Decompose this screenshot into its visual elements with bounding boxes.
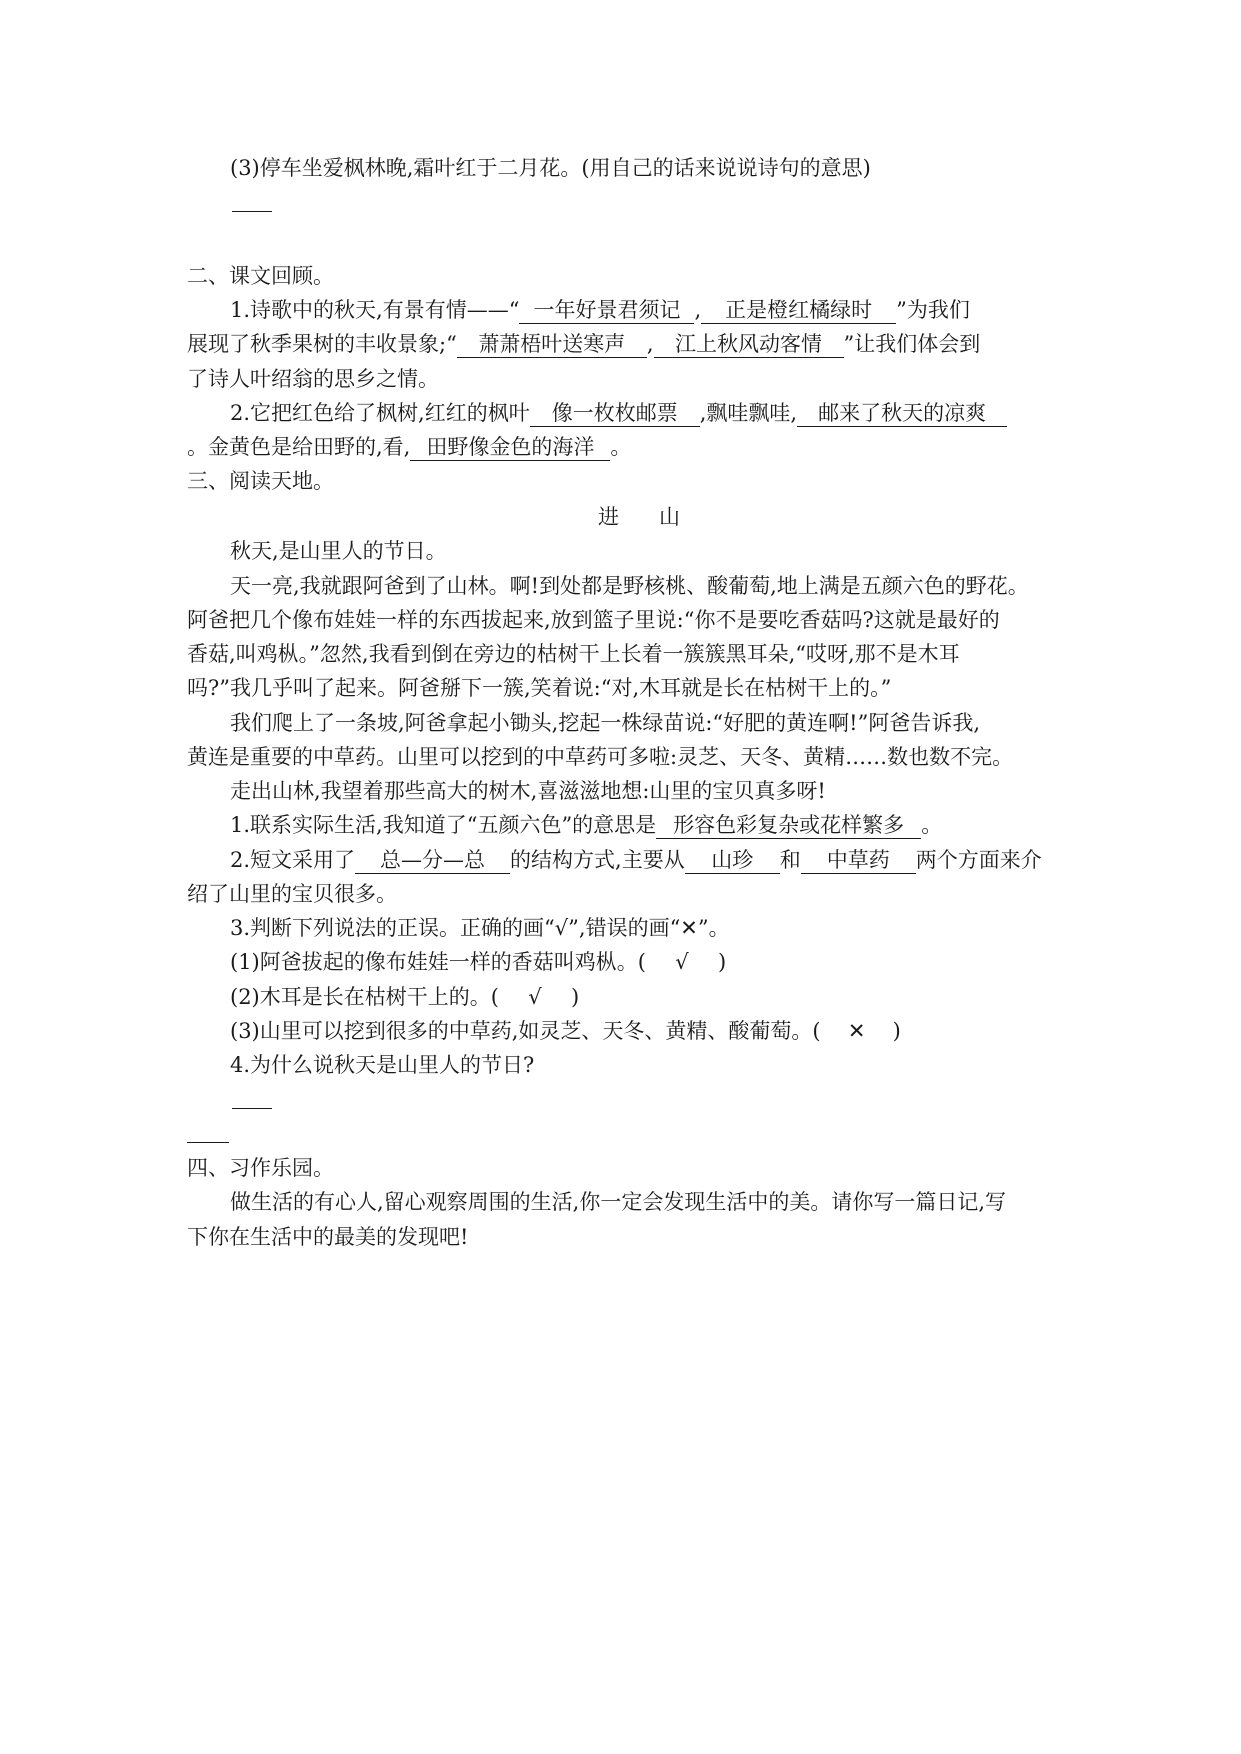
- answer-fill: 江上秋风动客情: [654, 331, 844, 358]
- text: 两个方面来介: [915, 848, 1042, 872]
- answer-fill: 山珍: [685, 847, 780, 874]
- text: 。: [921, 813, 943, 837]
- cross-mark-icon: ✕: [847, 1019, 866, 1043]
- answer-fill: 总—分—总: [355, 847, 510, 874]
- answer-fill: 萧萧梧叶送寒声: [457, 331, 647, 358]
- paragraph-line: 做生活的有心人,留心观察周围的生活,你一定会发现生活中的美。请你写一篇日记,写: [230, 1190, 1007, 1214]
- question-line: [230, 398, 1007, 428]
- text: 。: [610, 435, 632, 459]
- text: 1.联系实际生活,我知道了“五颜六色”的意思是: [230, 813, 657, 837]
- text: 2.它把红色给了枫树,红红的枫叶: [230, 401, 530, 425]
- text: (2)木耳是长在枯树干上的。(: [230, 985, 499, 1009]
- question-line: [230, 810, 942, 840]
- passage-title: 进山: [598, 505, 720, 529]
- question-line: 4.为什么说秋天是山里人的节日?: [230, 1053, 535, 1077]
- answer-fill: 邮来了秋天的凉爽: [797, 400, 1007, 427]
- text: ”为我们: [896, 298, 970, 322]
- question-line: [230, 845, 1042, 875]
- text: (3)山里可以挖到很多的中草药,如灵芝、天冬、黄精、酸葡萄。(: [230, 1019, 821, 1043]
- text: (1)阿爸拔起的像布娃娃一样的香菇叫鸡枞。(: [230, 950, 646, 974]
- paragraph-line: 天一亮,我就跟阿爸到了山林。啊!到处都是野核桃、酸葡萄,地上满是五颜六色的野花。: [230, 574, 1029, 598]
- text: ”让我们体会到: [843, 332, 981, 356]
- paragraph-line: 下你在生活中的最美的发现吧!: [187, 1225, 469, 1249]
- paragraph-line: 走出山林,我望着那些高大的树木,喜滋滋地想:山里的宝贝真多呀!: [230, 779, 826, 803]
- question-line: [187, 329, 980, 359]
- answer-blank[interactable]: [232, 1108, 272, 1109]
- text: ): [892, 1019, 901, 1043]
- question-line: 绍了山里的宝贝很多。: [187, 882, 397, 906]
- text: 2.短文采用了: [230, 848, 356, 872]
- answer-fill: 形容色彩复杂或花样繁多: [656, 812, 921, 839]
- section-heading: 四、习作乐园。: [187, 1156, 334, 1180]
- question-text: (3)停车坐爱枫林晚,霜叶红于二月花。(用自己的话来说说诗句的意思): [230, 156, 871, 180]
- answer-fill: 田野像金色的海洋: [410, 434, 610, 461]
- paragraph-line: 吗?”我几乎叫了起来。阿爸掰下一簇,笑着说:“对,木耳就是长在枯树干上的。”: [187, 676, 892, 700]
- question-line: 了诗人叶绍翁的思乡之情。: [187, 367, 439, 391]
- question-line: [230, 295, 970, 325]
- judgement-item: [230, 1016, 901, 1046]
- answer-fill: 像一枚枚邮票: [530, 400, 700, 427]
- text: ): [717, 950, 727, 974]
- text: ): [570, 985, 580, 1009]
- text: ,: [694, 298, 702, 322]
- text: 1.诗歌中的秋天,有景有情——“: [230, 298, 520, 322]
- answer-fill: 一年好景君须记: [519, 297, 694, 324]
- paragraph-line: 秋天,是山里人的节日。: [230, 539, 447, 563]
- question-line: 3.判断下列说法的正误。正确的画“√”,错误的画“✕”。: [230, 916, 730, 940]
- judgement-item: [230, 982, 579, 1012]
- paragraph-line: 香菇,叫鸡枞。”忽然,我看到倒在旁边的枯树干上长着一簇簇黑耳朵,“哎呀,那不是木耳: [187, 642, 960, 666]
- paragraph-line: 阿爸把几个像布娃娃一样的东西拔起来,放到篮子里说:“你不是要吃香菇吗?这就是最好的: [187, 608, 1000, 632]
- text: 展现了秋季果树的丰收景象;“: [187, 332, 457, 356]
- answer-blank[interactable]: [232, 211, 272, 212]
- check-mark-icon: √: [675, 950, 689, 974]
- answer-fill: 中草药: [801, 847, 916, 874]
- text: ,: [646, 332, 654, 356]
- section-heading: 二、课文回顾。: [187, 264, 334, 288]
- paragraph-line: 我们爬上了一条坡,阿爸拿起小锄头,挖起一株绿苗说:“好肥的黄连啊!”阿爸告诉我,: [230, 711, 981, 735]
- text: 和: [779, 848, 801, 872]
- paragraph-line: 黄连是重要的中草药。山里可以挖到的中草药可多啦:灵芝、天冬、黄精……数也数不完。: [187, 745, 1014, 769]
- section-heading: 三、阅读天地。: [187, 469, 334, 493]
- check-mark-icon: √: [528, 985, 542, 1009]
- text: 的结构方式,主要从: [510, 848, 685, 872]
- answer-fill: 正是橙红橘绿时: [701, 297, 896, 324]
- question-line: [187, 432, 631, 462]
- text: ,飘哇飘哇,: [699, 401, 798, 425]
- answer-blank[interactable]: [187, 1142, 229, 1143]
- text: 。金黄色是给田野的,看,: [187, 435, 411, 459]
- judgement-item: [230, 947, 726, 977]
